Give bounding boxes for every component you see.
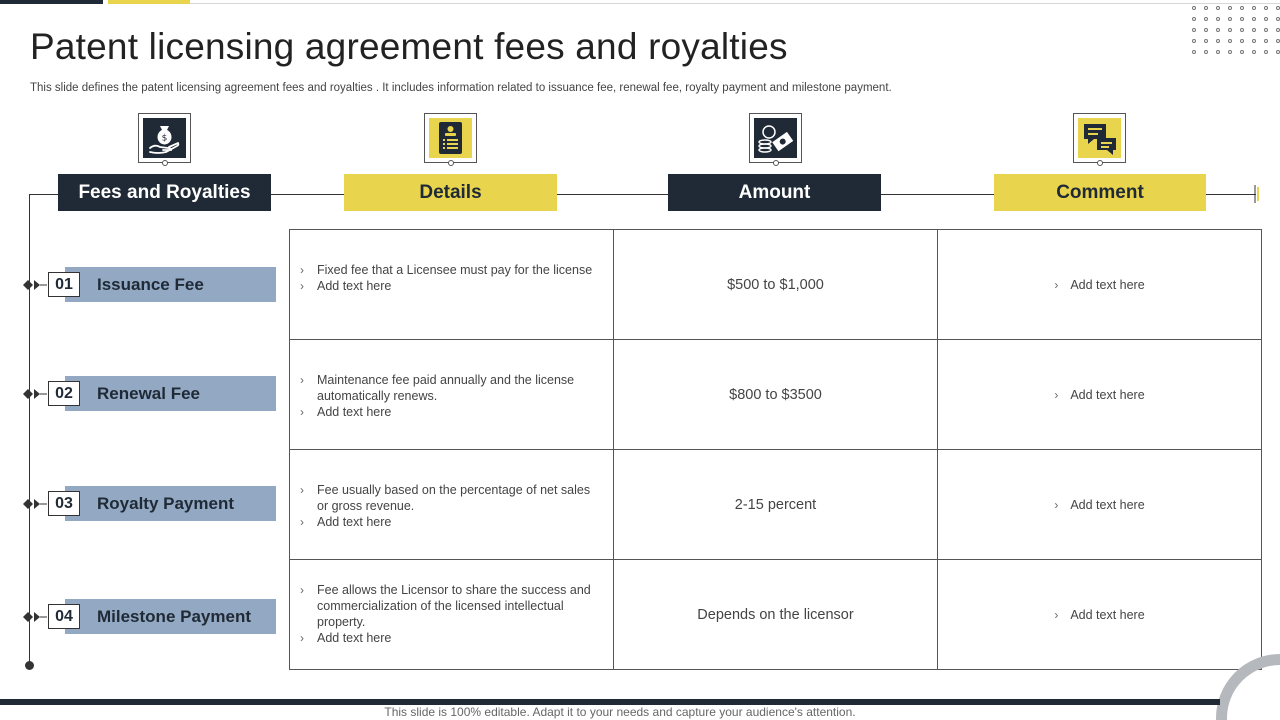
header-details: Details (344, 174, 557, 211)
amount-cell (614, 340, 938, 450)
comment-cell (938, 560, 1261, 670)
timeline-arrow-icon (1253, 185, 1261, 203)
row-number-3: 03 (48, 491, 80, 516)
top-accent-yellow (108, 0, 190, 4)
top-accent-dark (0, 0, 103, 4)
details-cell (290, 230, 614, 340)
chevron-right-icon: › (1054, 608, 1059, 622)
amount-cell (614, 450, 938, 560)
fees-table (289, 229, 1262, 670)
amount-value: $500 to $1,000 (727, 276, 824, 293)
comment-cell (938, 340, 1261, 450)
comment-cell (938, 230, 1261, 340)
details-item: › Fee allows the Licensor to share the success and commercialization of the licensed intellectual property. (300, 582, 597, 630)
amount-cell (614, 560, 938, 670)
timeline-vertical (29, 194, 30, 666)
row-number-1: 01 (48, 272, 80, 297)
row-connector-arrow-icon (23, 498, 47, 510)
details-item: › Add text here (300, 514, 597, 530)
details-item: › Add text here (300, 630, 597, 646)
comment-value: Add text here (1070, 497, 1145, 512)
slide-subtitle: This slide defines the patent licensing agreement fees and royalties . It includes information related to issuance fee, renewal fee, royalty payment and milestone payment. (30, 82, 892, 94)
details-cell (290, 450, 614, 560)
header-fees-and-royalties: Fees and Royalties (58, 174, 271, 211)
details-list (300, 372, 597, 420)
amount-value: 2-15 percent (734, 496, 817, 513)
amount-cell (614, 230, 938, 340)
chevron-right-icon: › (1054, 277, 1059, 292)
column-icon-comment (1073, 113, 1126, 163)
amount-value: Depends on the licensor (697, 607, 854, 623)
chevron-right-icon: › (1054, 497, 1059, 512)
comment-value: Add text here (1070, 387, 1145, 402)
details-cell (290, 560, 614, 670)
comment-text (938, 340, 1261, 449)
comment-value: Add text here (1070, 277, 1145, 292)
comment-text (938, 230, 1261, 339)
comment-value: Add text here (1070, 608, 1145, 622)
timeline-end-dot (25, 661, 34, 670)
details-list (300, 482, 597, 530)
details-item: › Add text here (300, 278, 597, 294)
details-list (300, 262, 597, 294)
row-number-4: 04 (48, 604, 80, 629)
comment-cell (938, 450, 1261, 560)
details-item: › Add text here (300, 404, 597, 420)
money-bag-hand-icon (143, 118, 186, 158)
svg-text:$: $ (161, 133, 168, 144)
chat-bubbles-icon (1078, 118, 1121, 158)
row-connector-arrow-icon (23, 388, 47, 400)
chevron-right-icon: › (1054, 387, 1059, 402)
column-icon-fees (138, 113, 191, 163)
coins-cash-icon (754, 118, 797, 158)
amount-value: $800 to $3500 (729, 386, 822, 403)
details-item: › Fee usually based on the percentage of net sales or gross revenue. (300, 482, 597, 514)
row-label-4: Milestone Payment (65, 599, 276, 634)
row-label-1: Issuance Fee (65, 267, 276, 302)
comment-text (938, 450, 1261, 559)
row-label-3: Royalty Payment (65, 486, 276, 521)
top-rule (190, 3, 1280, 4)
row-label-2: Renewal Fee (65, 376, 276, 411)
details-cell (290, 340, 614, 450)
details-item: › Fixed fee that a Licensee must pay for the license (300, 262, 597, 278)
header-comment: Comment (994, 174, 1206, 211)
dot-grid-decoration (1192, 6, 1280, 60)
slide-title: Patent licensing agreement fees and royalties (30, 26, 788, 67)
comment-text (938, 560, 1261, 670)
document-list-icon (429, 118, 472, 158)
column-icon-details (424, 113, 477, 163)
details-list (300, 582, 597, 646)
row-number-2: 02 (48, 381, 80, 406)
row-connector-arrow-icon (23, 611, 47, 623)
footer-text: This slide is 100% editable. Adapt it to your needs and capture your audience's attention. (384, 705, 856, 719)
header-amount: Amount (668, 174, 881, 211)
row-connector-arrow-icon (23, 279, 47, 291)
column-icon-amount (749, 113, 802, 163)
details-item: › Maintenance fee paid annually and the license automatically renews. (300, 372, 597, 404)
